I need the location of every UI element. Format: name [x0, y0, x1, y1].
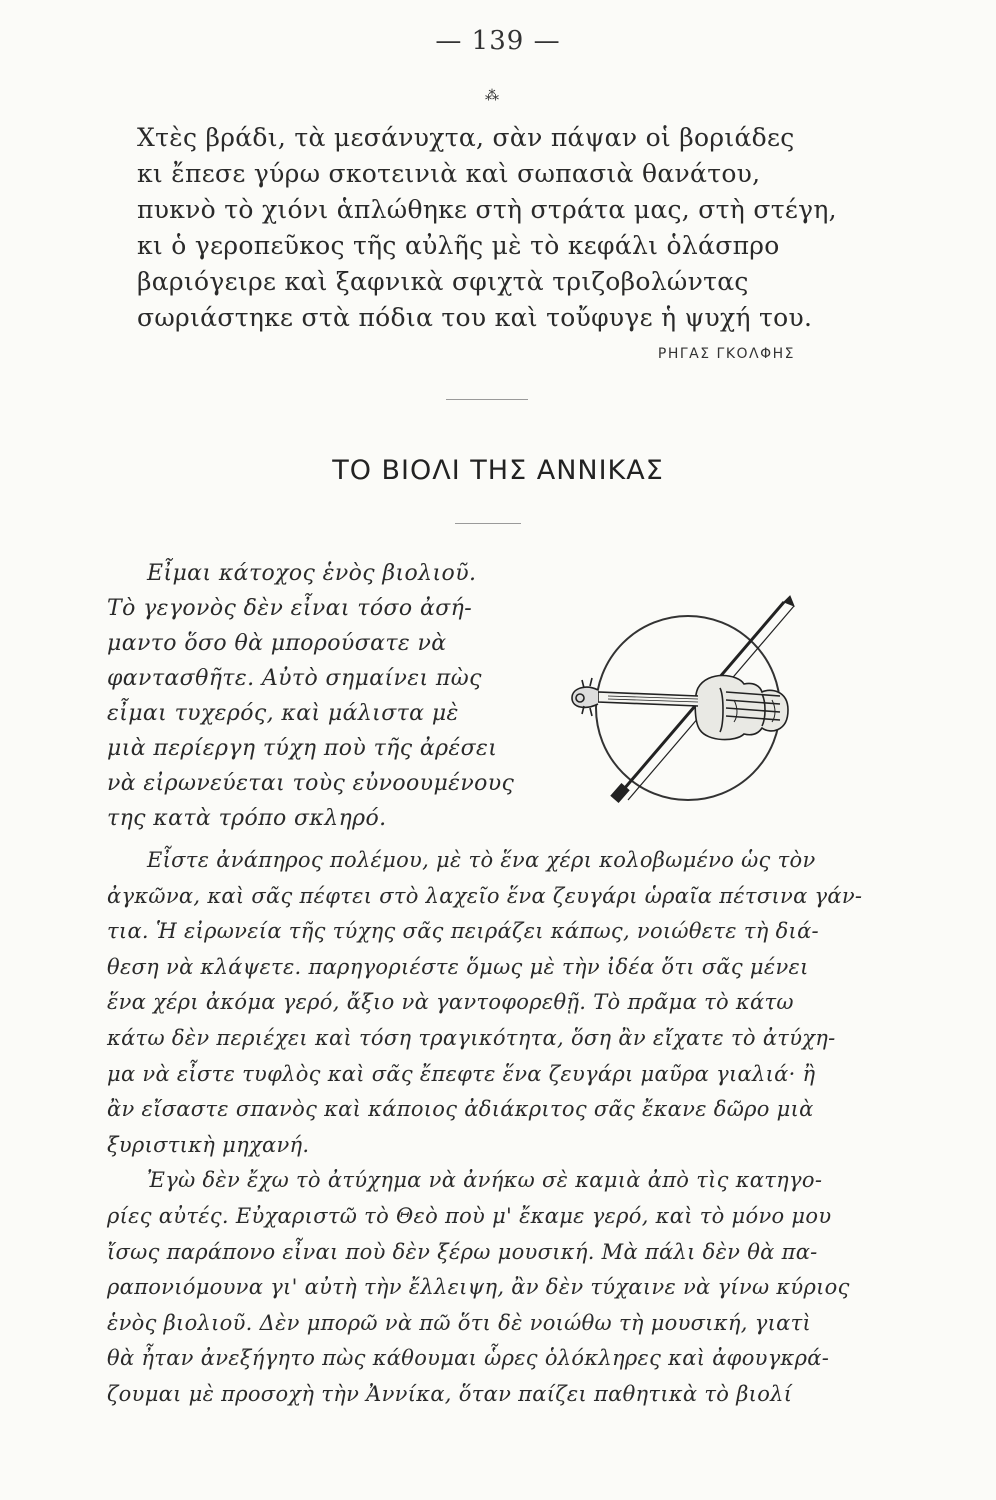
story-title: ΤΟ ΒΙΟΛΙ ΤΗΣ ΑΝΝΙΚΑΣ — [332, 455, 664, 486]
intro-line: νὰ εἰρωνεύεται τοὺς εὐνοουμένους — [107, 771, 515, 796]
poem-line: σωριάστηκε στὰ πόδια του καὶ τοὔφυγε ἡ ψυχή του. — [137, 303, 813, 332]
body-line: Εἶστε ἀνάπηρος πολέμου, μὲ τὸ ἕνα χέρι κολοβωμένο ὡς τὸν — [147, 848, 816, 872]
poem — [137, 120, 837, 336]
story-intro — [107, 556, 527, 836]
body-line: ἕνα χέρι ἀκόμα γερό, ἄξιο νὰ γαντοφορεθῇ. Τὸ πρᾶμα τὸ κάτω — [107, 990, 794, 1015]
violin-icon — [572, 676, 788, 740]
poem-author: ΡΗΓΑΣ ΓΚΟΛΦΗΣ — [657, 346, 795, 362]
body-line: κάτω δὲν περιέχει καὶ τόση τραγικότητα, ὅση ἂν εἴχατε τὸ ἀτύχη- — [107, 1025, 836, 1050]
body-line: τια. Ἡ εἰρωνεία τῆς τύχης σᾶς πειράζει κάπως, νοιώθετε τὴ διά- — [107, 919, 819, 944]
poem-line: βαριόγειρε καὶ ξαφνικὰ σφιχτὰ τριζοβολώντας — [137, 267, 749, 296]
intro-line: εἶμαι τυχερός, καὶ μάλιστα μὲ — [107, 701, 459, 726]
intro-line: φαντασθῆτε. Αὐτὸ σημαίνει πὼς — [107, 666, 482, 691]
intro-line: Τὸ γεγονὸς δὲν εἶναι τόσο ἀσή- — [107, 596, 473, 621]
body-line: ραπονιόμουνα γι' αὐτὴ τὴν ἔλλειψη, ἂν δὲν τύχαινε νὰ γίνω κύριος — [107, 1275, 850, 1300]
asterism-ornament: ⁂ — [485, 88, 499, 104]
body-line: ξυριστικὴ μηχανή. — [107, 1132, 310, 1157]
body-line: ἑνὸς βιολιοῦ. Δὲν μπορῶ νὰ πῶ ὅτι δὲ νοιώθω τὴ μουσική, γιατὶ — [107, 1310, 812, 1335]
body-line: μα νὰ εἶστε τυφλὸς καὶ σᾶς ἔπεφτε ἕνα ζευγάρι μαῦρα γιαλιά· ἢ — [107, 1061, 816, 1086]
story-body — [107, 843, 877, 1413]
body-line: Ἐγὼ δὲν ἔχω τὸ ἀτύχημα νὰ ἀνήκω σὲ καμιὰ ἀπὸ τὶς κατηγο- — [147, 1168, 823, 1193]
body-line: ἀγκῶνα, καὶ σᾶς πέφτει στὸ λαχεῖο ἕνα ζευγάρι ὡραῖα πέτσινα γάν- — [107, 883, 863, 908]
intro-line: Εἶμαι κάτοχος ἑνὸς βιολιοῦ. — [147, 561, 477, 586]
poem-line: κι ἔπεσε γύρω σκοτεινιὰ καὶ σωπασιὰ θανάτου, — [137, 159, 761, 188]
intro-line: της κατὰ τρόπο σκληρό. — [107, 806, 387, 831]
page-number: — 139 — — [435, 26, 561, 56]
section-divider — [446, 399, 528, 400]
body-line: ἴσως παράπονο εἶναι ποὺ δὲν ξέρω μουσική. Μὰ πάλι δὲν θὰ πα- — [107, 1239, 818, 1264]
title-divider — [455, 523, 521, 524]
poem-line: κι ὁ γεροπεῦκος τῆς αὐλῆς μὲ τὸ κεφάλι ὁλάσπρο — [137, 231, 780, 260]
body-line: ρίες αὐτές. Εὐχαριστῶ τὸ Θεὸ ποὺ μ' ἔκαμε γερό, καὶ τὸ μόνο μου — [107, 1203, 832, 1228]
body-line: ζουμαι μὲ προσοχὴ τὴν Ἀννίκα, ὅταν παίζει παθητικὰ τὸ βιολί — [107, 1381, 793, 1406]
intro-line: μιὰ περίεργη τύχη ποὺ τῆς ἀρέσει — [107, 736, 498, 761]
body-line: θεση νὰ κλάψετε. παρηγοριέστε ὅμως μὲ τὴν ἰδέα ὅτι σᾶς μένει — [107, 954, 809, 979]
poem-line: πυκνὸ τὸ χιόνι ἁπλώθηκε στὴ στράτα μας, στὴ στέγη, — [137, 195, 837, 224]
poem-line: Χτὲς βράδι, τὰ μεσάνυχτα, σὰν πάψαν οἱ βοριάδες — [137, 123, 795, 152]
violin-illustration — [548, 592, 818, 822]
body-line: ἂν εἴσαστε σπανὸς καὶ κάποιος ἀδιάκριτος σᾶς ἔκανε δῶρο μιὰ — [107, 1097, 814, 1122]
intro-line: μαντο ὅσο θὰ μπορούσατε νὰ — [107, 631, 447, 656]
body-line: θὰ ἦταν ἀνεξήγητο πὼς κάθουμαι ὧρες ὁλόκληρες καὶ ἀφουγκρά- — [107, 1346, 830, 1371]
